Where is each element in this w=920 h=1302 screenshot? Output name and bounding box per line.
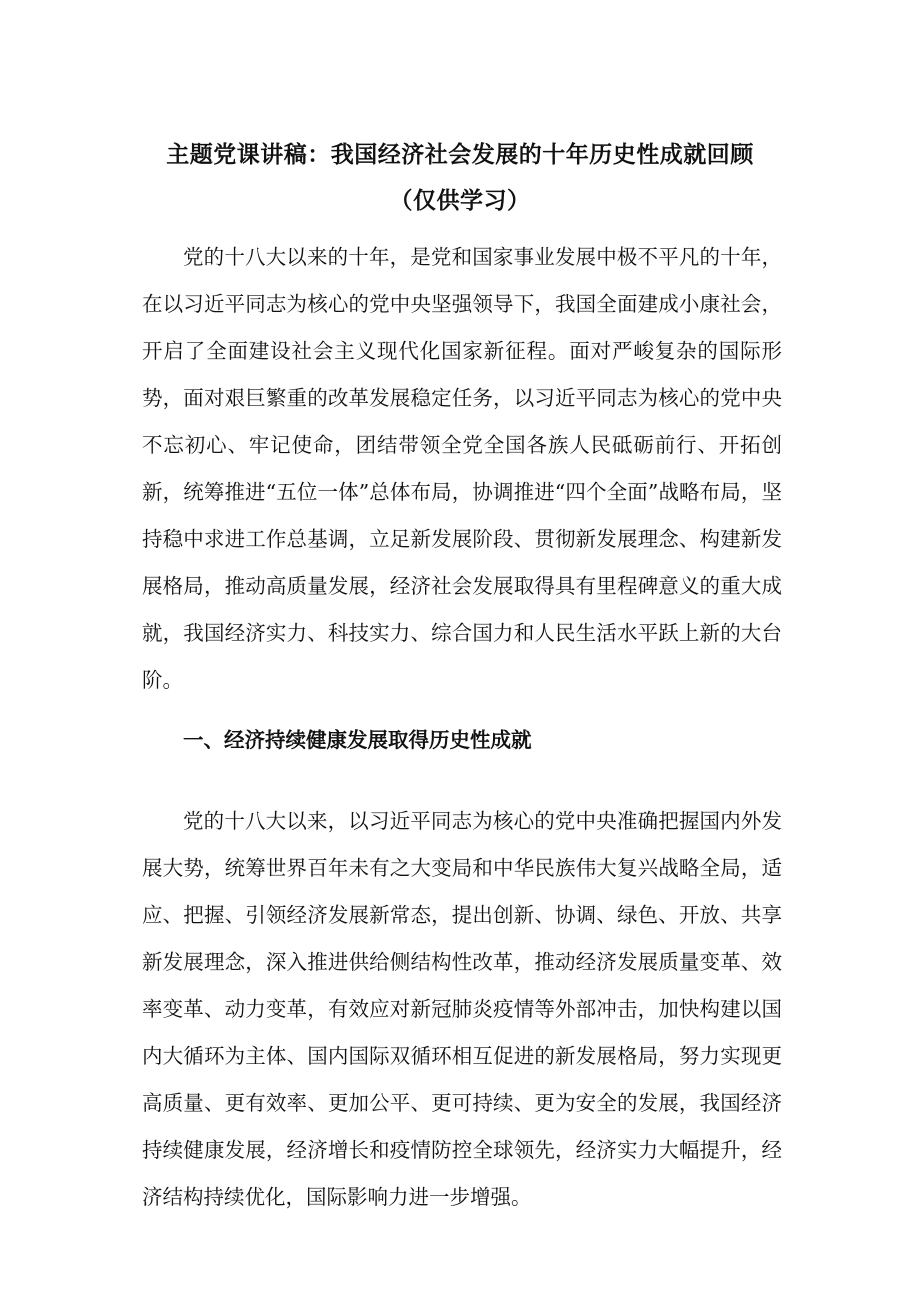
section-paragraph: 党的十八大以来，以习近平同志为核心的党中央准确把握国内外发展大势，统筹世界百年未有之大变局和中华民族伟大复兴战略全局，适应、把握、引领经济发展新常态，提出创新、协调、绿色、开放、共享新发展理念，深入推进供给侧结构性改革，推动经济发展质量变革、效率变革、动力变革，有效应对新冠肺炎疫情等外部冲击，加快构建以国内大循环为主体、国内国际双循环相互促进的新发展格局，努力实现更高质量、更有效率、更加公平、更可持续、更为安全的发展，我国经济持续健康发展，经济增长和疫情防控全球领先，经济实力大幅提升，经济结构持续优化，国际影响力进一步增强。 xyxy=(142,809,782,1209)
intro-paragraph: 党的十八大以来的十年，是党和国家事业发展中极不平凡的十年，在以习近平同志为核心的党中央坚强领导下，我国全面建成小康社会，开启了全面建设社会主义现代化国家新征程。面对严峻复杂的国际形势，面对艰巨繁重的改革发展稳定任务，以习近平同志为核心的党中央不忘初心、牢记使命，团结带领全党全国各族人民砥砺前行、开拓创新，统筹推进“五位一体”总体布局，协调推进“四个全面”战略布局，坚持稳中求进工作总基调，立足新发展阶段、贯彻新发展理念、构建新发展格局，推动高质量发展，经济社会发展取得具有里程碑意义的重大成就，我国经济实力、科技实力、综合国力和人民生活水平跃上新的大台阶。 xyxy=(142,245,782,692)
section-heading: 一、经济持续健康发展取得历史性成就 xyxy=(183,728,532,752)
document-title: 主题党课讲稿：我国经济社会发展的十年历史性成就回顾 xyxy=(166,142,754,168)
document-subtitle: （仅供学习） xyxy=(389,188,531,214)
